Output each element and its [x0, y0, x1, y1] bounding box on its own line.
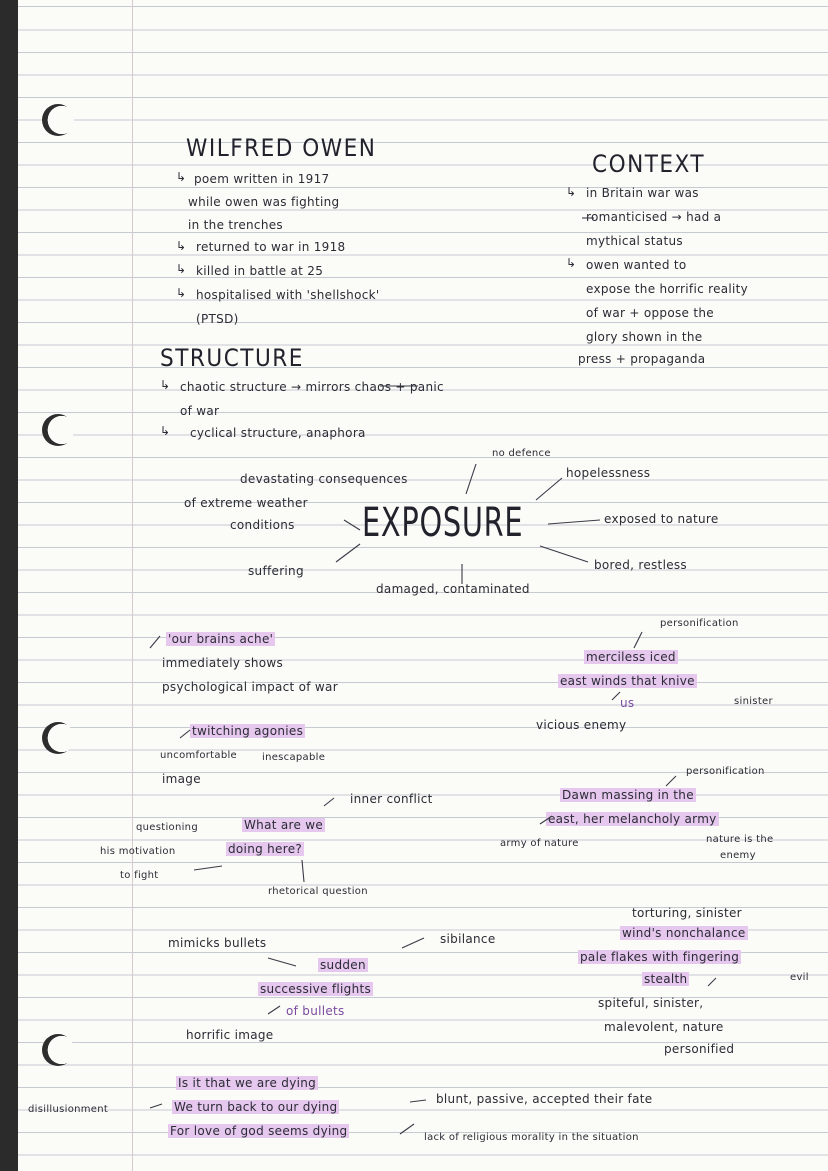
note-line: vicious enemy: [536, 718, 627, 732]
bio-bullet-arrow-icon: ↳: [176, 262, 187, 276]
bio-title: WILFRED OWEN: [186, 134, 377, 162]
quote-text: 'our brains ache': [168, 632, 274, 646]
mindmap-center: EXPOSURE: [362, 500, 524, 546]
arrow: [150, 636, 160, 648]
note-line: disillusionment: [28, 1104, 109, 1115]
context-line: in Britain war was: [586, 186, 699, 200]
context-line: glory shown in the: [586, 330, 703, 344]
quote-text: east winds that knive: [560, 674, 695, 688]
arrow: [402, 938, 424, 948]
bio-line: poem written in 1917: [194, 172, 330, 186]
mindmap-branch: of extreme weather: [184, 496, 308, 510]
arrow: [548, 520, 600, 524]
bio-line: hospitalised with 'shellshock': [196, 288, 380, 302]
note-line: uncomfortable: [160, 750, 238, 761]
note-label: personification: [686, 766, 765, 777]
bio-line: killed in battle at 25: [196, 264, 324, 278]
note-label: torturing, sinister: [632, 906, 742, 920]
structure-line: cyclical structure, anaphora: [190, 426, 366, 440]
quote-text: We turn back to our dying: [174, 1100, 338, 1114]
note-line: image: [162, 772, 201, 786]
context-line: press + propaganda: [578, 352, 706, 366]
arrow: [466, 464, 476, 494]
note-line: enemy: [720, 850, 756, 861]
note-line: immediately shows: [162, 656, 284, 670]
quote-text: Dawn massing in the: [562, 788, 694, 802]
note-line: mimicks bullets: [168, 936, 267, 950]
note-line: to fight: [120, 870, 159, 881]
bio-line: while owen was fighting: [188, 195, 340, 209]
quote-text: What are we: [244, 818, 324, 832]
quote-text: For love of god seems dying: [170, 1124, 348, 1138]
arrow: [410, 1100, 426, 1102]
arrow: [400, 1124, 414, 1134]
quote-text: twitching agonies: [192, 724, 304, 738]
mindmap-branch: hopelessness: [566, 466, 651, 480]
mindmap-branch: bored, restless: [594, 558, 687, 572]
mindmap-branch: suffering: [248, 564, 304, 578]
note-line: malevolent, nature: [604, 1020, 724, 1034]
bio-line: returned to war in 1918: [196, 240, 346, 254]
arrow: [540, 546, 588, 562]
bio-line: in the trenches: [188, 218, 283, 232]
arrow: [150, 1104, 162, 1108]
arrow: [180, 730, 190, 738]
note-line: nature is the: [706, 834, 774, 845]
mindmap-branch: damaged, contaminated: [376, 582, 530, 596]
quote-text: successive flights: [260, 982, 372, 996]
context-bullet-arrow-icon: ↳: [566, 256, 577, 270]
quote-text: of bullets: [286, 1004, 345, 1018]
note-line: evil: [790, 972, 809, 983]
arrow: [540, 816, 552, 824]
arrow: [708, 978, 716, 986]
note-line: his motivation: [100, 846, 176, 857]
context-line: expose the horrific reality: [586, 282, 749, 296]
structure-bullet-arrow-icon: ↳: [160, 378, 171, 392]
quote-text: doing here?: [228, 842, 303, 856]
note-line: army of nature: [500, 838, 579, 849]
context-line: owen wanted to: [586, 258, 687, 272]
arrow: [194, 866, 222, 870]
context-line: of war + oppose the: [586, 306, 714, 320]
arrow: [336, 544, 360, 562]
arrow: [324, 798, 334, 806]
structure-line: chaotic structure → mirrors chaos + panic: [180, 380, 444, 394]
note-line: inescapable: [262, 752, 326, 763]
context-title: CONTEXT: [592, 150, 706, 178]
note-line: sinister: [734, 696, 773, 707]
note-label: sibilance: [440, 932, 496, 946]
quote-text: stealth: [644, 972, 688, 986]
note-line: blunt, passive, accepted their fate: [436, 1092, 653, 1106]
note-line: psychological impact of war: [162, 680, 338, 694]
note-label: inner conflict: [350, 792, 433, 806]
bio-line: (PTSD): [196, 312, 239, 326]
quote-text: merciless iced: [586, 650, 676, 664]
note-line: spiteful, sinister,: [598, 996, 704, 1010]
arrow: [268, 958, 296, 966]
arrow: [612, 692, 620, 700]
bio-bullet-arrow-icon: ↳: [176, 286, 187, 300]
arrow: [666, 776, 676, 786]
mindmap-branch: conditions: [230, 518, 295, 532]
context-bullet-arrow-icon: ↳: [566, 185, 577, 199]
quote-text: east, her melancholy army: [548, 812, 717, 826]
arrow: [302, 860, 304, 882]
quote-text: us: [620, 696, 635, 710]
structure-line: of war: [180, 404, 220, 418]
note-line: lack of religious morality in the situation: [424, 1132, 639, 1143]
quote-text: sudden: [320, 958, 366, 972]
context-line: romanticised → had a: [586, 210, 722, 224]
bio-bullet-arrow-icon: ↳: [176, 239, 187, 253]
structure-bullet-arrow-icon: ↳: [160, 424, 171, 438]
arrow: [634, 632, 642, 648]
arrow: [344, 520, 360, 530]
mindmap-branch: devastating consequences: [240, 472, 408, 486]
note-line: rhetorical question: [268, 886, 368, 897]
quote-text: pale flakes with fingering: [580, 950, 740, 964]
arrow: [536, 478, 562, 500]
note-label: personification: [660, 618, 739, 629]
note-line: questioning: [136, 822, 198, 833]
mindmap-branch: no defence: [492, 448, 551, 459]
quote-text: wind's nonchalance: [622, 926, 746, 940]
bio-bullet-arrow-icon: ↳: [176, 170, 187, 184]
note-line: horrific image: [186, 1028, 274, 1042]
structure-title: STRUCTURE: [160, 344, 304, 372]
mindmap-branch: exposed to nature: [604, 512, 719, 526]
context-line: mythical status: [586, 234, 683, 248]
arrow: [268, 1006, 280, 1014]
note-line: personified: [664, 1042, 735, 1056]
quote-text: Is it that we are dying: [178, 1076, 317, 1090]
